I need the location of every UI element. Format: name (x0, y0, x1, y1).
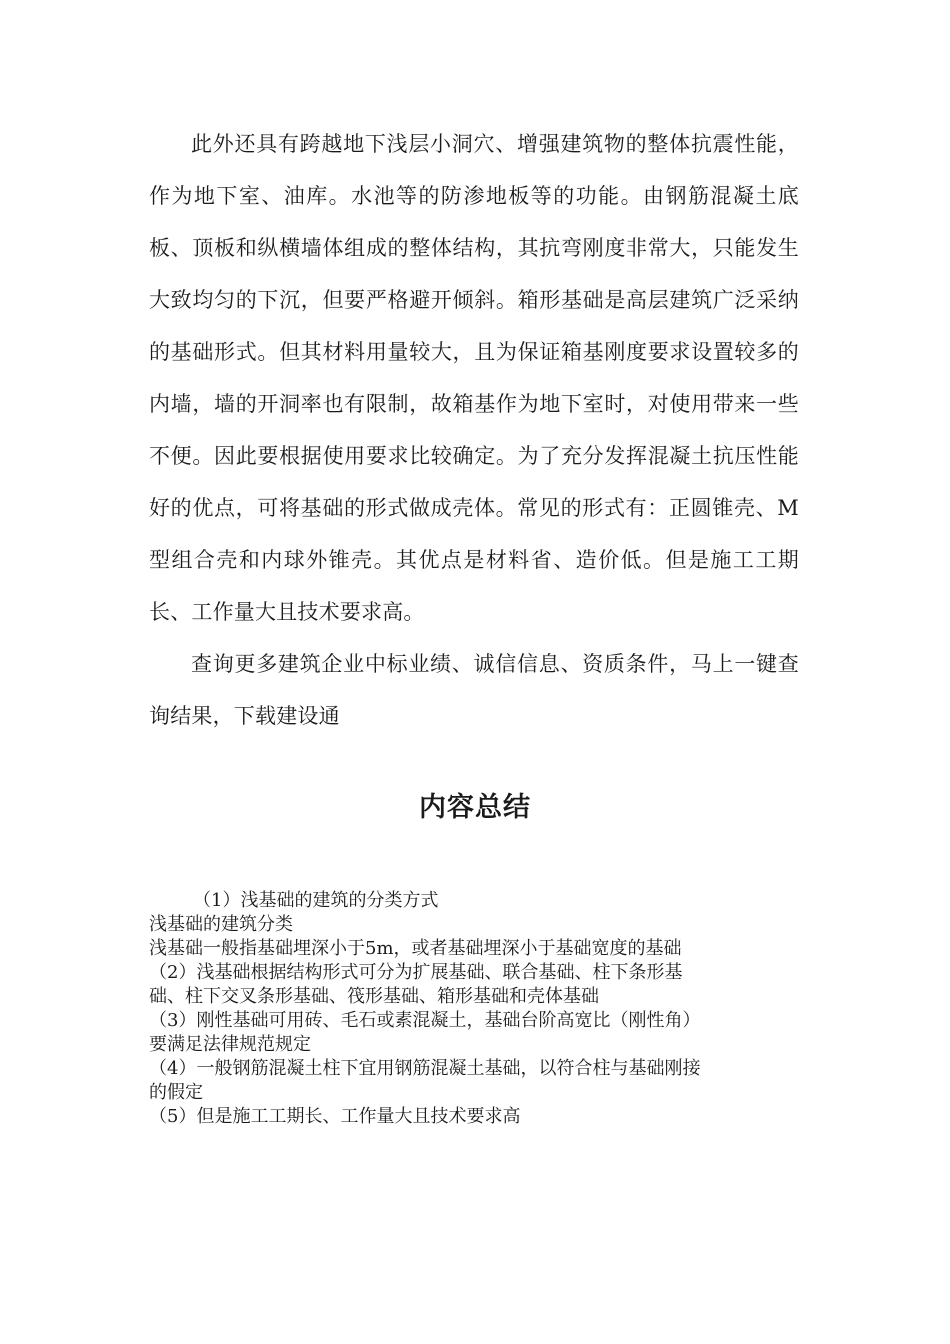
summary-line: （1）浅基础的建筑的分类方式 (193, 890, 439, 911)
summary-title: 内容总结 (419, 792, 531, 823)
summary-line: （5）但是施工工期长、工作量大且技术要求高 (149, 1106, 521, 1127)
summary-list (149, 889, 799, 1129)
body-text (149, 118, 799, 742)
summary-line: 浅基础一般指基础埋深小于5m，或者基础埋深小于基础宽度的基础 (149, 938, 682, 959)
summary-line: （2）浅基础根据结构形式可分为扩展基础、联合基础、柱下条形基 (149, 962, 683, 983)
summary-line: 浅基础的建筑分类 (149, 914, 293, 935)
summary-line: （3）刚性基础可用砖、毛石或素混凝土，基础台阶高宽比（刚性角） (149, 1010, 701, 1031)
summary-line: 要满足法律规范规定 (149, 1034, 311, 1055)
summary-line: （4）一般钢筋混凝土柱下宜用钢筋混凝土基础，以符合柱与基础刚接 (149, 1058, 701, 1079)
paragraph-foundation-types: 此外还具有跨越地下浅层小洞穴、增强建筑物的整体抗震性能，作为地下室、油库。水池等的防渗地板等的功能。由钢筋混凝土底板、顶板和纵横墙体组成的整体结构，其抗弯刚度非常大，只能发生大致均匀的下沉，但要严格避开倾斜。箱形基础是高层建筑广泛采纳的基础形式。但其材料用量较大，且为保证箱基刚度要求设置较多的内墙，墙的开洞率也有限制，故箱基作为地下室时，对使用带来一些不便。因此要根据使用要求比较确定。为了充分发挥混凝土抗压性能好的优点，可将基础的形式做成壳体。常见的形式有：正圆锥壳、M型组合壳和内球外锥壳。其优点是材料省、造价低。但是施工工期长、工作量大且技术要求高。 (149, 132, 799, 624)
paragraph-promo: 查询更多建筑企业中标业绩、诚信信息、资质条件，马上一键查询结果，下载建设通 (149, 652, 799, 728)
summary-line: 的假定 (149, 1082, 203, 1103)
summary-line: 础、柱下交叉条形基础、筏形基础、箱形基础和壳体基础 (149, 986, 599, 1007)
